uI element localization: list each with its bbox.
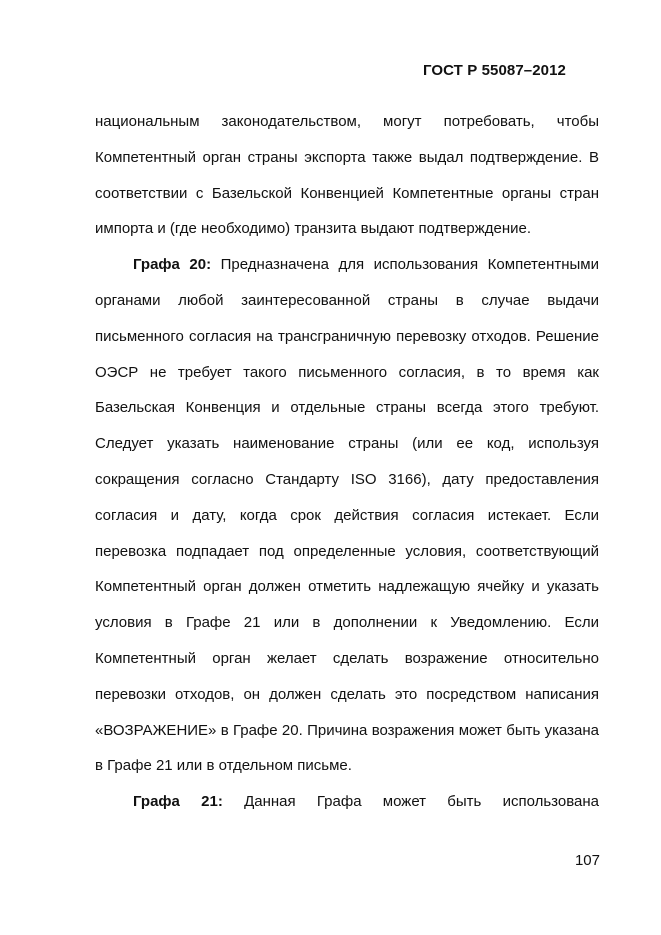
paragraph-grafa-20 [95,247,599,784]
paragraph-text: национальным законодательством, могут потребовать, чтобы Компетентный орган страны экспорта также выдал подтверждение. В соответствии с Базельской Конвенцией Компетентные органы стран импорта и (где необходимо) транзита выдают подтверждение. [95,113,599,238]
page-number: 107 [574,852,600,869]
paragraph-text: Данная Графа может быть использована [244,793,599,811]
paragraph-grafa-21 [95,784,599,820]
paragraph-continuation [95,104,599,247]
paragraph-lead: Графа 20: [133,256,212,274]
document-body [95,104,599,820]
paragraph-text: Предназначена для использования Компетентными органами любой заинтересованной страны в случае выдачи письменного согласия на трансграничную перевозку отходов. Решение ОЭСР не требует такого письменного согласия, в то время как Базельская Конвенция и отдельные страны всегда этого требуют. Следует указать наименование страны (или ее код, используя сокращения согласно Стандарту ISO 3166), дату предоставления согласия и дату, когда срок действия согласия истекает. Если перевозка подпадает под определенные условия, соответствующий Компетентный орган должен отметить надлежащую ячейку и указать условия в Графе 21 или в дополнении к Уведомлению. Если Компетентный орган желает сделать возражение относительно перевозки отходов, он должен сделать это посредством написания «ВОЗРАЖЕНИЕ» в Графе 20. Причина возражения может быть указана в Графе 21 или в отдельном письме. [95,256,599,775]
paragraph-lead: Графа 21: [133,793,223,811]
document-header: ГОСТ Р 55087–2012 [422,62,566,79]
